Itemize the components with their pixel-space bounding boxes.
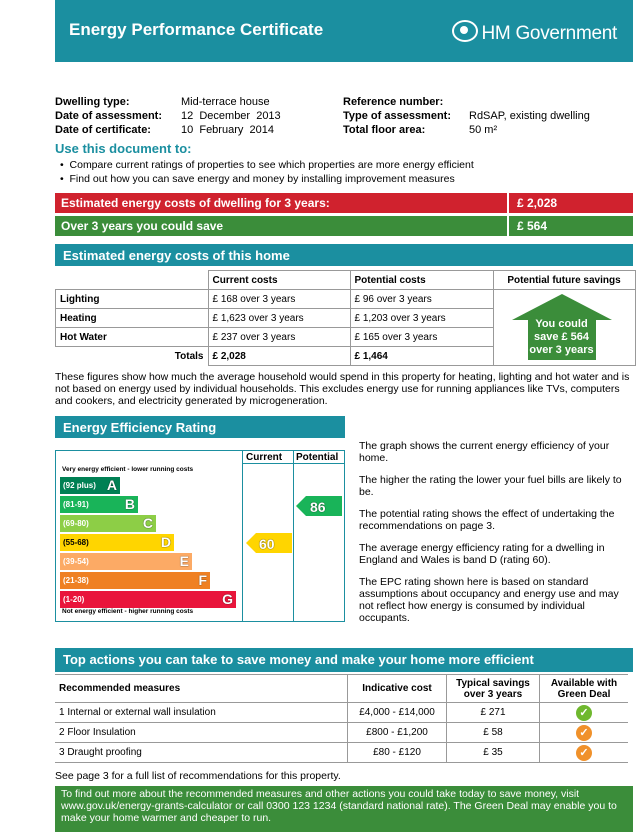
current-rating-value: 60: [259, 536, 275, 552]
action-measure: 1 Internal or external wall insulation: [55, 703, 348, 723]
costs-note: These figures show how much the average household would spend in this property for heating, lighting and hot water and is not based on energy used by individual households. This excludes energy use for running appliances like TVs, computers and cookers, and electricity generated by microgeneration.: [55, 371, 630, 407]
totals-current: £ 2,028: [208, 347, 350, 366]
action-green-deal: [540, 703, 629, 723]
actions-header-row: [55, 675, 628, 703]
action-green-deal: [540, 743, 629, 763]
action-saving: £ 58: [447, 723, 540, 743]
top-caption: Very energy efficient - lower running costs: [62, 466, 194, 473]
band-letter: D: [160, 534, 171, 550]
save-value: £ 564: [517, 219, 548, 233]
dwelling-type-value: Mid-terrace house: [181, 96, 270, 108]
rating-band-e: [60, 553, 192, 570]
band-letter: F: [198, 572, 207, 588]
rating-band-f: [60, 572, 210, 589]
costs-section-header: [55, 244, 633, 266]
assessment-type-value: RdSAP, existing dwelling: [469, 110, 590, 122]
totals-potential: £ 1,464: [350, 347, 493, 366]
rating-para-1: The graph shows the current energy efficiency of your home.: [359, 440, 610, 464]
action-row: [55, 703, 628, 723]
costs-row-label: Hot Water: [56, 328, 209, 347]
rating-chart: [55, 450, 345, 622]
costs-row-label: Lighting: [56, 290, 209, 309]
rating-para-3: The potential rating shows the effect of undertaking the recommendations on page 3.: [359, 508, 615, 532]
savings-arrow-line2: save £ 564: [533, 331, 590, 343]
save-bar: [55, 216, 633, 236]
totals-label: Totals: [174, 350, 204, 362]
action-green-deal: [540, 723, 629, 743]
col-current-label: Current: [246, 452, 283, 463]
gov-logo-text: HM Government: [481, 23, 617, 44]
costs-section-title: Estimated energy costs of this home: [63, 248, 290, 263]
costs-table: [55, 270, 636, 366]
page-title: Energy Performance Certificate: [69, 20, 324, 39]
assessment-type-label: Type of assessment:: [343, 110, 452, 122]
bottom-caption: Not energy efficient - higher running costs: [62, 608, 194, 615]
col-potential-label: Potential: [296, 452, 339, 463]
action-saving: £ 35: [447, 743, 540, 763]
action-measure: 3 Draught proofing: [55, 743, 348, 763]
band-range: (92 plus): [63, 481, 96, 490]
costs-row-current: £ 168 over 3 years: [208, 290, 350, 309]
costs-row-label: Heating: [56, 309, 209, 328]
band-range: (1-20): [63, 595, 85, 604]
action-row: [55, 743, 628, 763]
dwelling-type-label: Dwelling type:: [55, 96, 130, 108]
rating-section-title: Energy Efficiency Rating: [63, 420, 217, 435]
rating-band-c: [60, 515, 156, 532]
costs-header-blank: [56, 271, 209, 290]
rating-para-2: The higher the rating the lower your fuel bills are likely to be.: [359, 474, 622, 498]
save-label: Over 3 years you could save: [61, 219, 224, 233]
check-icon: ✓: [576, 725, 592, 741]
rating-divider-2: [293, 451, 294, 621]
band-letter: B: [124, 496, 135, 512]
action-row: [55, 723, 628, 743]
costs-header-row: [56, 271, 636, 290]
band-letter: G: [222, 591, 233, 607]
crest-icon: [452, 20, 478, 42]
actions-section-title: Top actions you can take to save money and make your home more efficient: [63, 652, 534, 667]
band-letter: E: [179, 553, 189, 569]
see-page-note: See page 3 for a full list of recommendations for this property.: [55, 770, 341, 782]
rating-band-b: [60, 496, 138, 513]
costs-row-potential: £ 165 over 3 years: [350, 328, 493, 347]
rating-band-a: [60, 477, 120, 494]
certificate-value: 10 February 2014: [181, 124, 274, 136]
actions-header-green-deal: Available with Green Deal: [540, 675, 629, 703]
band-range: (69-80): [63, 519, 89, 528]
gov-logo: [452, 20, 617, 45]
cost-3-years-value-cell: [507, 193, 635, 213]
rating-band-d: [60, 534, 174, 551]
certificate-label: Date of certificate:: [55, 124, 151, 136]
cost-3-years-label: Estimated energy costs of dwelling for 3 years:: [61, 196, 330, 210]
action-cost: £800 - £1,200: [348, 723, 447, 743]
costs-row-lighting: [56, 290, 636, 309]
floor-area-label: Total floor area:: [343, 124, 426, 136]
band-range: (55-68): [63, 538, 89, 547]
band-range: (81-91): [63, 500, 89, 509]
rating-divider-1: [242, 451, 243, 621]
actions-header-cost: Indicative cost: [348, 675, 447, 703]
savings-arrow-cell: [493, 290, 635, 366]
footer-box: To find out more about the recommended measures and other actions you could take today to save money, visit www.gov.uk/energy-grants-calculator or call 0300 123 1234 (standard national rate). The Green Deal may enable you to make your home warmer and cheaper to run.: [55, 786, 633, 832]
costs-row-potential: £ 96 over 3 years: [350, 290, 493, 309]
rating-explanation: [359, 440, 631, 624]
use-heading: Use this document to:: [55, 141, 192, 156]
costs-row-current: £ 1,623 over 3 years: [208, 309, 350, 328]
floor-area-value: 50 m²: [469, 124, 498, 136]
action-cost: £80 - £120: [348, 743, 447, 763]
header-banner: [55, 0, 633, 62]
rating-band-g: [60, 591, 236, 608]
use-bullet-2: • Find out how you can save energy and money by installing improvement measures: [60, 173, 455, 185]
reference-label: Reference number:: [343, 96, 444, 108]
action-cost: £4,000 - £14,000: [348, 703, 447, 723]
costs-header-current: Current costs: [208, 271, 350, 290]
savings-arrow-line1: You could: [535, 318, 588, 330]
rating-header-line: [242, 463, 344, 464]
band-letter: A: [106, 477, 117, 493]
actions-table-wrap: [55, 674, 628, 763]
band-range: (21-38): [63, 576, 89, 585]
costs-header-savings: Potential future savings: [493, 271, 635, 290]
actions-header-measures: Recommended measures: [55, 675, 348, 703]
costs-header-potential: Potential costs: [350, 271, 493, 290]
assessment-value: 12 December 2013: [181, 110, 281, 122]
savings-arrow-text: [512, 318, 612, 357]
use-bullet-1: • Compare current ratings of properties to see which properties are more energy efficient: [60, 159, 474, 171]
check-icon: ✓: [576, 745, 592, 761]
use-bullet-2-text: Find out how you can save energy and money by installing improvement measures: [69, 173, 455, 185]
rating-para-5: The EPC rating shown here is based on standard assumptions about occupancy and energy use and may not reflect how energy is consumed by individual occupants.: [359, 576, 619, 624]
costs-row-current: £ 237 over 3 years: [208, 328, 350, 347]
rating-section-header: [55, 416, 345, 438]
actions-section-header: [55, 648, 633, 672]
potential-rating-value: 86: [310, 499, 326, 515]
costs-row-potential: £ 1,203 over 3 years: [350, 309, 493, 328]
assessment-label: Date of assessment:: [55, 110, 162, 122]
cost-3-years-bar: [55, 193, 633, 213]
save-value-cell: [507, 216, 635, 236]
actions-header-savings: Typical savings over 3 years: [447, 675, 540, 703]
action-saving: £ 271: [447, 703, 540, 723]
rating-para-4: The average energy efficiency rating for a dwelling in England and Wales is band D (rating 60).: [359, 542, 605, 566]
actions-table: [55, 674, 628, 763]
action-measure: 2 Floor Insulation: [55, 723, 348, 743]
savings-arrow-line3: over 3 years: [529, 344, 594, 356]
use-bullet-1-text: Compare current ratings of properties to see which properties are more energy efficient: [69, 159, 474, 171]
check-icon: ✓: [576, 705, 592, 721]
band-letter: C: [142, 515, 153, 531]
band-range: (39-54): [63, 557, 89, 566]
costs-table-wrap: [55, 270, 636, 366]
cost-3-years-value: £ 2,028: [517, 196, 558, 210]
